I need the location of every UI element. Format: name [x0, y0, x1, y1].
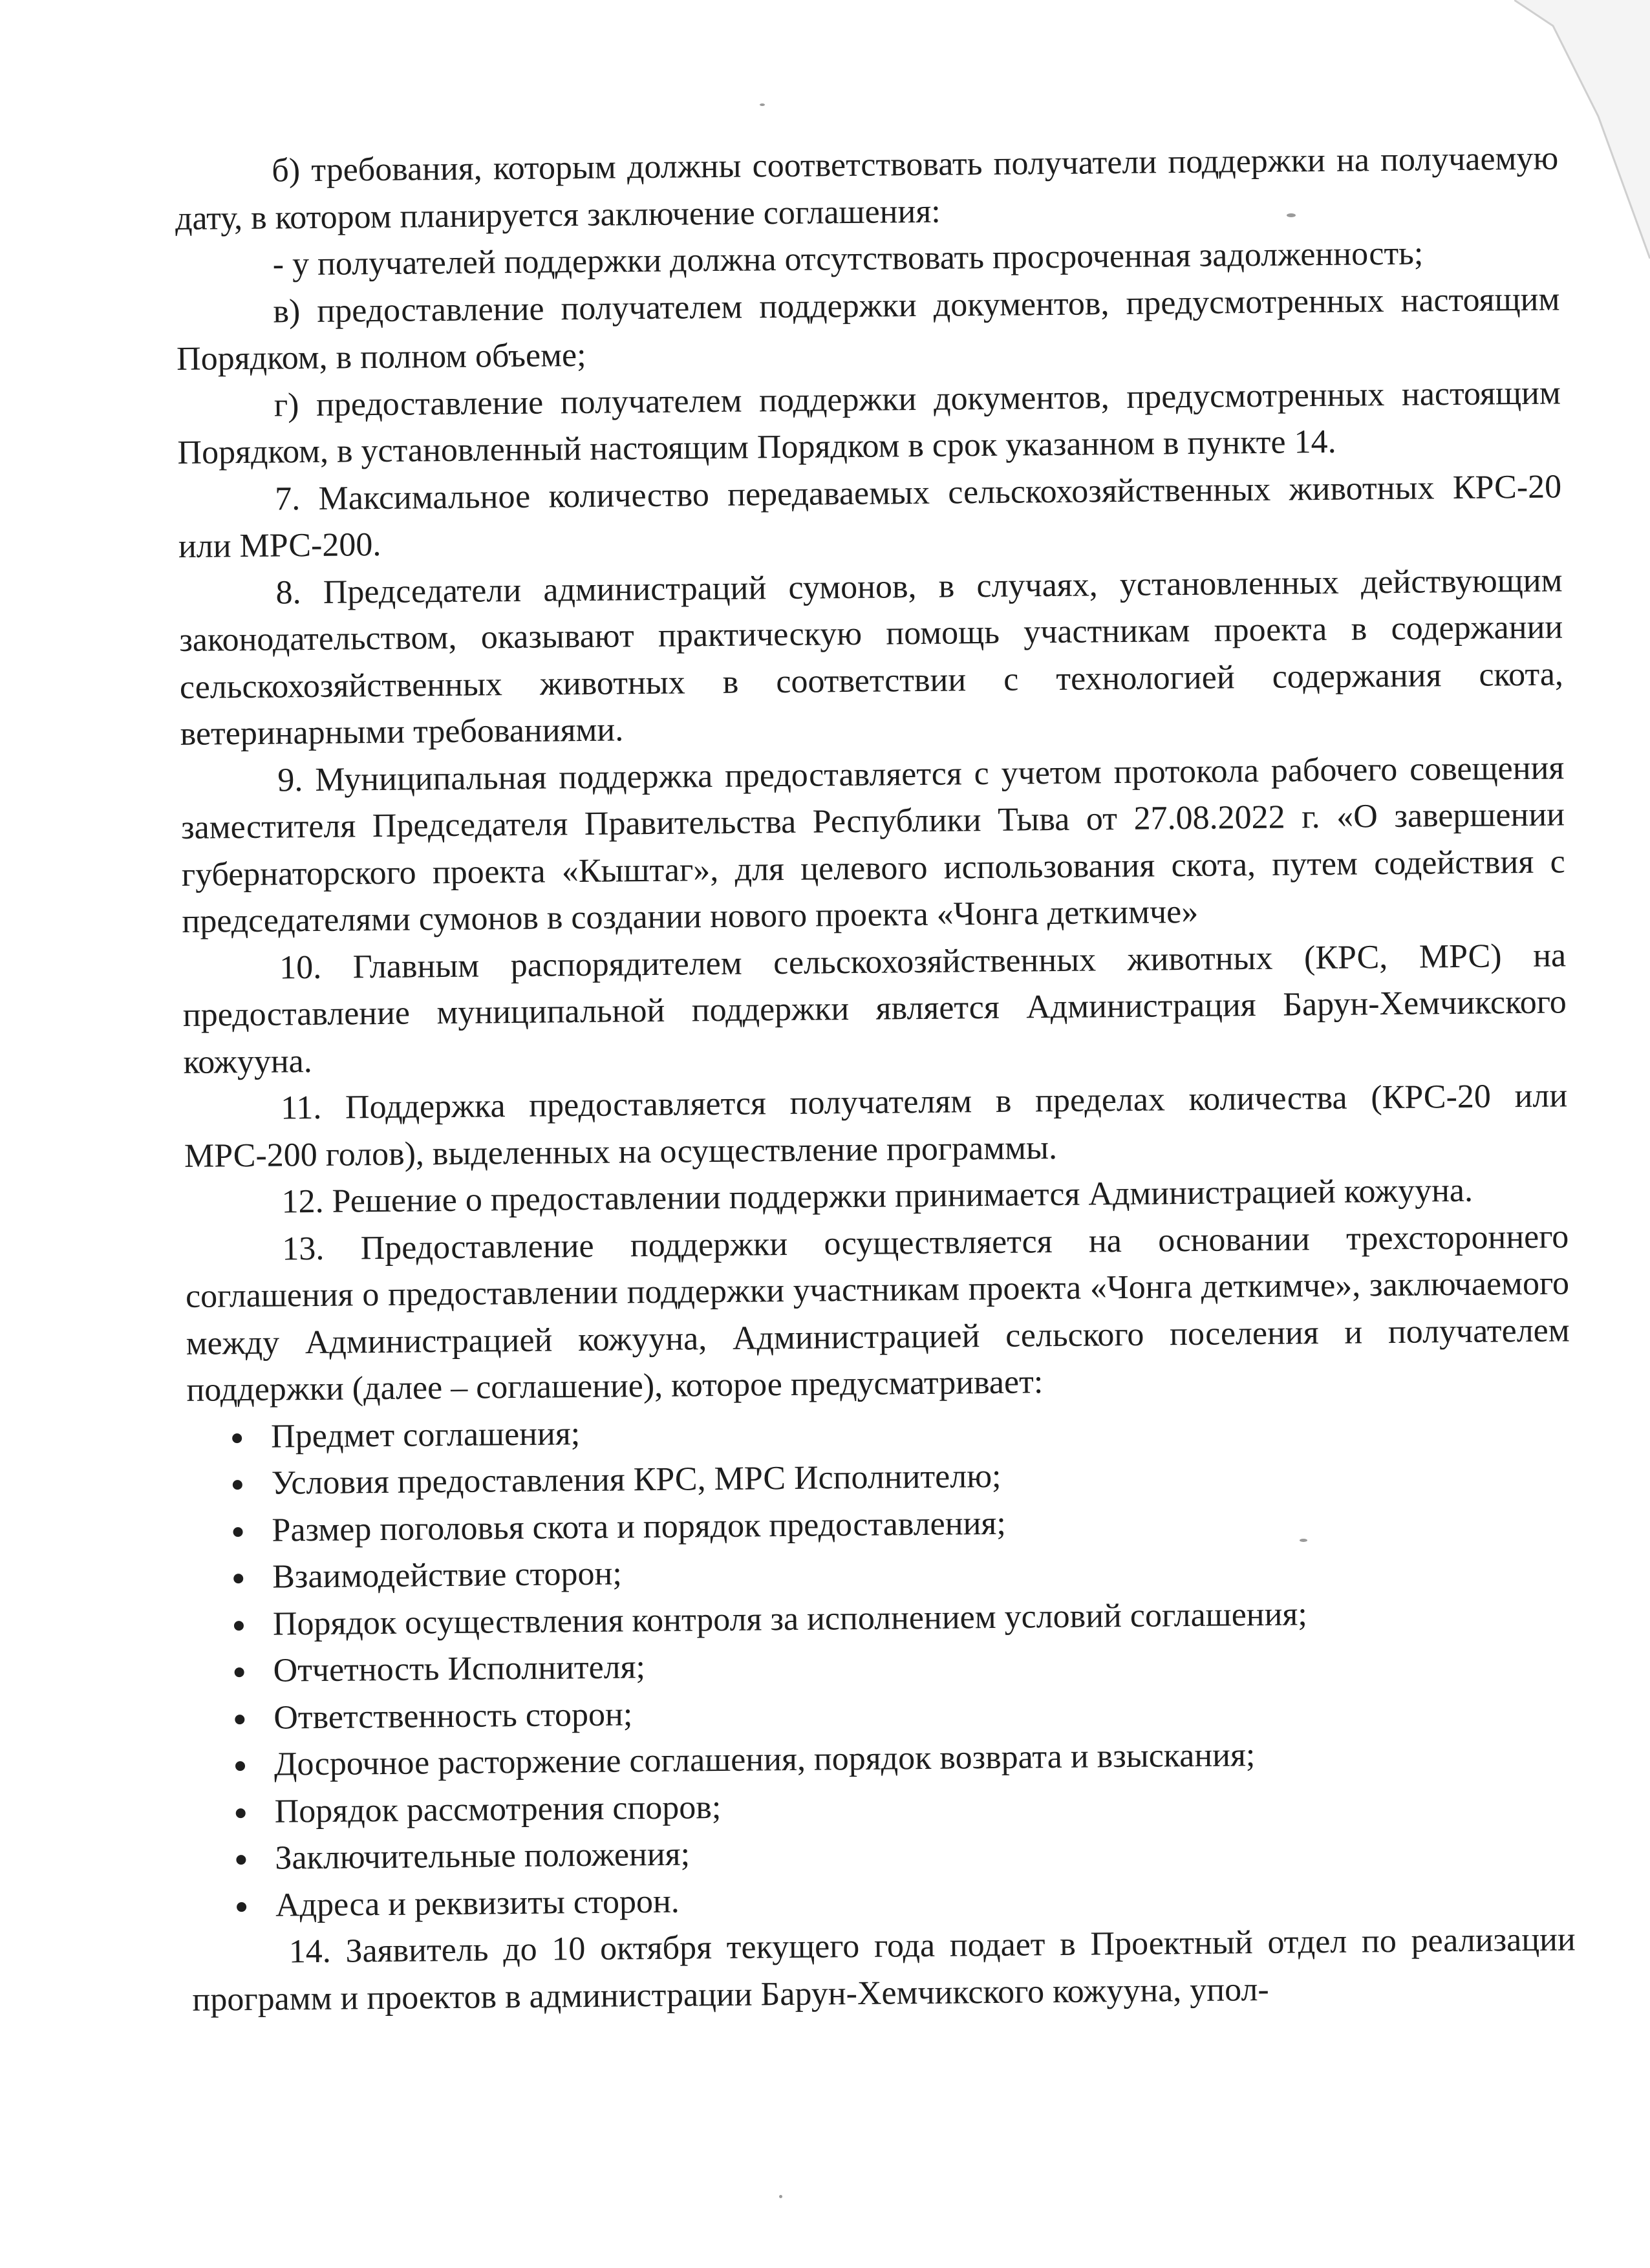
bullet-icon [236, 1808, 246, 1818]
list-item-text: Условия предоставления КРС, МРС Исполнителю; [271, 1457, 1002, 1502]
paragraph: 12. Решение о предоставлении поддержки принимается Администрацией кожууна. [281, 1171, 1473, 1221]
bullet-icon [237, 1902, 246, 1912]
paragraph: 14. Заявитель до 10 октября текущего года подает в Проектный отдел по реализации программ и проектов в администрации Барун-Хемчикского кожууна, упол- [192, 1921, 1576, 2018]
paragraph: г) предоставление получателем поддержки документов, предусмотренных настоящим Порядком, в установленный настоящим Порядком в срок указанном в пункте 14. [177, 374, 1561, 471]
bullet-icon [236, 1855, 246, 1865]
list-item-text: Заключительные положения; [275, 1835, 691, 1877]
paragraph: б) требования, которым должны соответствовать получатели поддержки на получаемую дату, в котором планируется заключение соглашения: [175, 140, 1559, 237]
paragraph: 10. Главным распорядителем сельскохозяйственных животных (КРС, МРС) на предоставление муниципальной поддержки является Администрация Барун-Хемчикского кожууна. [182, 936, 1567, 1081]
bullet-icon [233, 1527, 242, 1537]
list-item-text: Досрочное расторжение соглашения, порядок возврата и взыскания; [273, 1737, 1256, 1783]
list-item-text: Размер поголовья скота и порядок предоставления; [272, 1504, 1007, 1549]
paragraph: 9. Муниципальная поддержка предоставляется с учетом протокола рабочего совещения заместителя Председателя Правительства Республики Тыва от 27.08.2022 г. «О завершении губернаторского проекта «Кыштаг», для целевого использования скота, путем содействия с председателями сумонов в создании нового проекта «Чонга деткимче» [180, 749, 1565, 940]
bullet-icon [232, 1433, 242, 1443]
paragraph: 7. Максимальное количество передаваемых сельскохозяйственных животных КРС-20 или МРС-200. [178, 467, 1562, 565]
list-item-text: Взаимодействие сторон; [272, 1555, 623, 1596]
list-item-text: Порядок осуществления контроля за исполнением условий соглашения; [272, 1595, 1308, 1643]
list-item-text: Ответственность сторон; [273, 1695, 633, 1737]
paragraph: - у получателей поддержки должна отсутствовать просроченная задолженность; [272, 235, 1424, 283]
paragraph: 13. Предоставление поддержки осуществляется на основании трехстороннего соглашения о предоставлении поддержки участникам проекта «Чонга деткимче», заключаемого между Администрацией кожууна, Администрацией сельского поселения и получателем поддержки (далее – соглашение), которое предусматривает: [185, 1217, 1570, 1409]
list-item-text: Отчетность Исполнителя; [273, 1649, 646, 1689]
bullet-icon [234, 1621, 244, 1631]
list-item-text: Порядок рассмотрения споров; [274, 1788, 722, 1830]
list-item-text: Адреса и реквизиты сторон. [275, 1883, 680, 1924]
bullet-icon [235, 1715, 244, 1724]
paragraph: в) предоставление получателем поддержки документов, предусмотренных настоящим Порядком, в полном объеме; [176, 280, 1560, 378]
bullet-icon [235, 1667, 244, 1677]
bullet-icon [233, 1480, 242, 1490]
scan-speck [779, 2195, 782, 2198]
bullet-icon [233, 1574, 243, 1583]
document-body [175, 135, 1576, 2023]
paragraph: 8. Председатели администраций сумонов, в случаях, установленных действующим законодательством, оказывают практическую помощь участникам проекта в содержании сельскохозяйственных животных в соответствии с технологией содержания скота, ветеринарными требованиями. [179, 561, 1564, 753]
agreement-contents-list [187, 1401, 1576, 1930]
scan-speck [760, 103, 765, 106]
bullet-icon [235, 1761, 245, 1771]
paragraph: 11. Поддержка предоставляется получателям в пределах количества (КРС-20 или МРС-200 голов), выделенных на осуществление программы. [184, 1077, 1568, 1175]
list-item-text: Предмет соглашения; [270, 1415, 581, 1455]
